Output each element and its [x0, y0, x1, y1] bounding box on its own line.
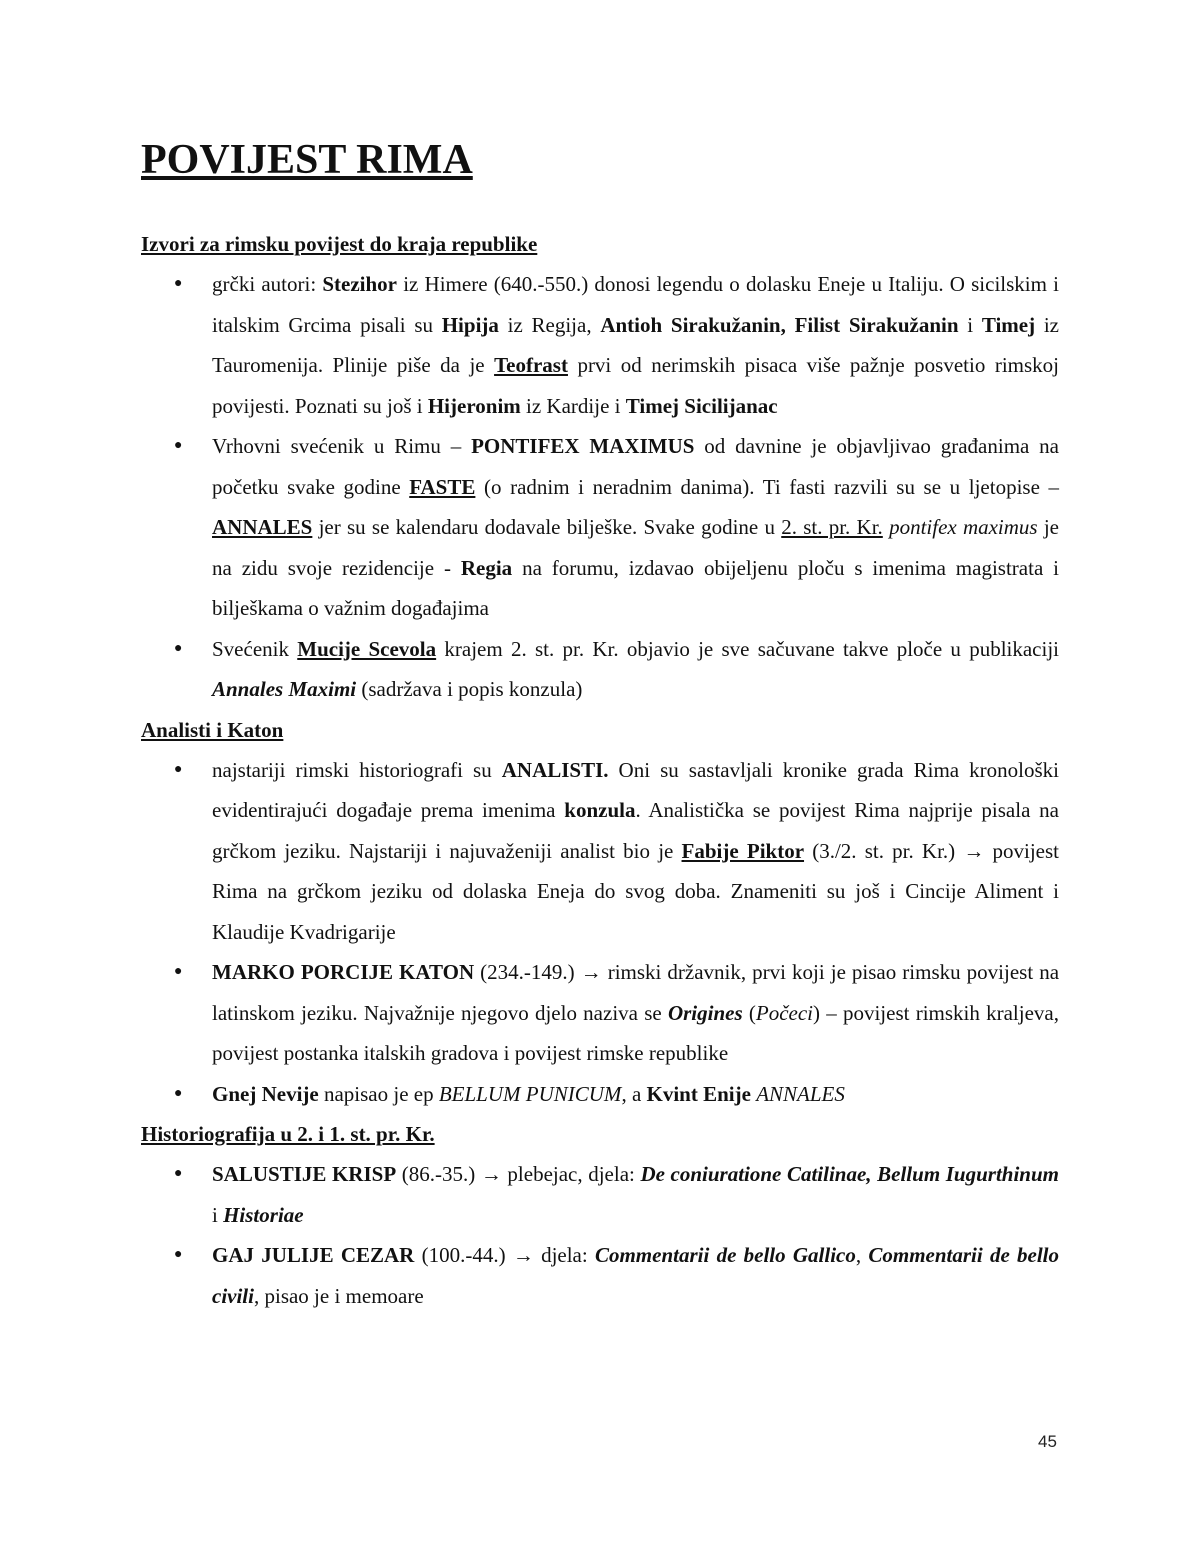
text-run: konzula — [564, 798, 636, 822]
text-run: napisao je ep — [318, 1081, 439, 1106]
list-item — [141, 1074, 1059, 1115]
text-run: Kvint Enije — [646, 1081, 751, 1106]
bullet-icon: ● — [174, 1085, 183, 1101]
text-run: Svećenik — [212, 636, 298, 661]
list-item — [141, 952, 1059, 1074]
section-heading: Historiografija u 2. i 1. st. pr. Kr. — [141, 1122, 435, 1146]
text-run: (100.-44.) → djela: — [414, 1243, 595, 1267]
text-run: Timej Sicilijanac — [625, 393, 778, 418]
text-run: Vrhovni svećenik u Rimu – — [212, 434, 472, 458]
bullet-icon: ● — [174, 438, 183, 453]
text-run: PONTIFEX MAXIMUS — [471, 434, 695, 458]
text-run: ANNALES — [212, 515, 313, 539]
bullet-icon: ● — [174, 761, 183, 777]
text-run: ANALISTI. — [501, 757, 609, 782]
text-run: Antioh Sirakužanin, Filist Sirakužanin — [600, 312, 959, 337]
text-run: Gnej Nevije — [212, 1081, 319, 1106]
bullet-list — [141, 1154, 1059, 1316]
bullet-icon: ● — [174, 1247, 183, 1262]
text-run: prvi od nerimskih pisaca više pažnje posvetio rimskoj povijesti. Poznati su još i — [212, 353, 1059, 418]
text-run: Hipija — [441, 312, 499, 337]
bullet-list — [141, 750, 1059, 1115]
section-heading: Analisti i Katon — [141, 717, 284, 742]
document-body — [141, 137, 1060, 1316]
text-run: od davnine je objavljivao građanima na početku svake godine — [212, 434, 1060, 499]
text-run: najstariji rimski historiografi su — [212, 757, 502, 782]
text-run: BELLUM PUNICUM — [438, 1081, 622, 1106]
text-run: (o radnim i neradnim danima). Ti fasti razvili su se u ljetopise – — [475, 474, 1059, 499]
text-run: (sadržava i popis konzula) — [356, 677, 583, 701]
text-run: grčki autori: — [212, 272, 323, 296]
text-run: Historiae — [223, 1202, 304, 1227]
bullet-icon: ● — [174, 276, 183, 291]
text-run: ( — [742, 1000, 756, 1025]
text-run: i — [958, 312, 982, 337]
text-run: Mucije Scevola — [297, 636, 437, 661]
text-run: Origines — [667, 1000, 743, 1025]
text-run: iz Kardije i — [520, 393, 626, 418]
list-item — [141, 1235, 1059, 1316]
text-run: je na zidu svoje rezidencije - — [212, 515, 1060, 580]
text-run: (234.-149.) → rimski državnik, prvi koji je pisao rimsku povijest na latinskom jeziku. Najvažnije njegovo djelo naziva se — [212, 960, 1060, 1025]
text-run: na forumu, izdavao obijeljenu ploču s imenima magistrata i bilješkama o važnim događajima — [212, 555, 1059, 620]
text-run: iz Himere (640.-550.) donosi legendu o dolasku Eneje u Italiju. O sicilskim i italskim Grcima pisali su — [212, 272, 1059, 337]
text-run: iz Regija, — [498, 312, 601, 337]
text-run: Stezihor — [322, 272, 398, 296]
text-run: jer su se kalendaru dodavale bilješke. Svake godine u — [312, 515, 782, 539]
text-run: Oni su sastavljali kronike grada Rima kronološki evidentirajući događaje prema imenima — [212, 757, 1059, 822]
list-item — [141, 629, 1059, 710]
text-run: GAJ JULIJE CEZAR — [212, 1243, 415, 1267]
text-run: , pisao je i memoare — [253, 1283, 424, 1308]
text-run: i — [212, 1202, 224, 1227]
text-run: MARKO PORCIJE KATON — [212, 960, 475, 984]
text-run: iz Tauromenija. Plinije piše da je — [212, 312, 1059, 377]
text-run: Fabije Piktor — [681, 838, 805, 863]
bullet-icon: ● — [174, 964, 183, 979]
text-run: De coniuratione Catilinae, Bellum Iugurthinum — [640, 1162, 1059, 1186]
bullet-list — [141, 264, 1059, 710]
text-run: Annales Maximi — [212, 677, 357, 701]
text-run: Počeci — [755, 1000, 813, 1025]
text-run: Teofrast — [494, 353, 568, 377]
text-run: Regia — [460, 555, 513, 580]
sections-container — [141, 224, 1059, 1316]
text-run: , a — [621, 1081, 647, 1106]
text-run: Commentarii de bello Gallico — [594, 1243, 856, 1267]
page-number: 45 — [1038, 1432, 1057, 1451]
list-item — [141, 1154, 1059, 1235]
text-run: , — [855, 1243, 869, 1267]
text-run: 2. st. pr. Kr. — [781, 515, 883, 539]
list-item — [141, 750, 1059, 953]
page-title: POVIJEST RIMA — [141, 137, 473, 183]
text-run: FASTE — [409, 474, 476, 499]
text-run: Hijeronim — [427, 393, 521, 418]
text-run: . Analistička se povijest Rima najprije pisala na grčkom jeziku. Najstariji i najuvaženiji analist bio je — [212, 798, 1059, 863]
text-run: pontifex maximus — [889, 515, 1038, 539]
text-run: (3./2. st. pr. Kr.) → povijest Rima na grčkom jeziku od dolaska Eneja do svog doba. Znameniti su još i Cincije Aliment i Klaudije Kvadrigarije — [212, 838, 1059, 944]
text-run: krajem 2. st. pr. Kr. objavio je sve sačuvane takve ploče u publikaciji — [436, 636, 1060, 661]
text-run: Commentarii de bello civili — [212, 1243, 1060, 1308]
list-item — [141, 426, 1059, 629]
text-run: (86.-35.) → plebejac, djela: — [396, 1162, 641, 1186]
text-run: ANNALES — [756, 1081, 845, 1106]
text-run: SALUSTIJE KRISP — [212, 1162, 397, 1186]
text-run: ) – povijest rimskih kraljeva, povijest postanka italskih gradova i povijest rimske republike — [212, 1000, 1059, 1065]
bullet-icon: ● — [174, 1166, 183, 1181]
list-item — [141, 264, 1059, 426]
section-heading: Izvori za rimsku povijest do kraja republike — [141, 232, 538, 256]
text-run: Timej — [981, 312, 1036, 337]
bullet-icon: ● — [174, 640, 183, 656]
